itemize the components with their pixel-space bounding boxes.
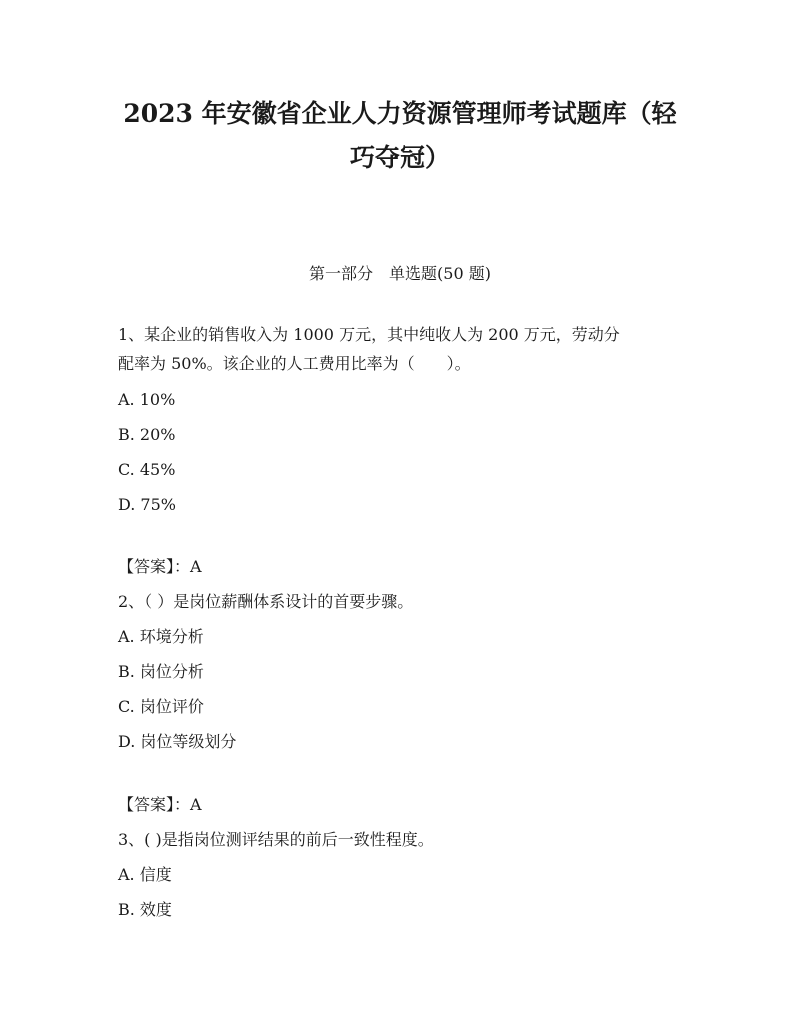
document-title-line-2: 巧夺冠） — [349, 143, 450, 172]
question-1-option-a: A. 10% — [118, 390, 176, 409]
question-3-option-a: A. 信度 — [118, 865, 172, 884]
question-2-answer: 【答案】：A — [118, 795, 202, 814]
question-3-option-b: B. 效度 — [118, 900, 172, 919]
section-heading: 第一部分 单选题(50 题) — [309, 264, 491, 283]
question-3-stem-line-1: 3、( )是指岗位测评结果的前后一致性程度。 — [118, 830, 434, 849]
question-2-option-c: C. 岗位评价 — [118, 697, 204, 716]
question-1-option-c: C. 45% — [118, 460, 176, 479]
question-1-stem-line-2: 配率为 50%。该企业的人工费用比率为（ ）。 — [118, 354, 471, 373]
question-1-stem-line-1: 1、某企业的销售收入为 1000 万元，其中纯收人为 200 万元，劳动分 — [118, 325, 620, 344]
question-1-option-d: D. 75% — [118, 495, 176, 514]
question-1-answer: 【答案】：A — [118, 557, 202, 576]
document-title-line-1: 2023 年安徽省企业人力资源管理师考试题库（轻 — [123, 99, 677, 128]
question-2-option-a: A. 环境分析 — [118, 627, 204, 646]
question-2-option-b: B. 岗位分析 — [118, 662, 204, 681]
question-1-option-b: B. 20% — [118, 425, 176, 444]
document-title — [100, 92, 700, 180]
question-2-option-d: D. 岗位等级划分 — [118, 732, 237, 751]
question-2-stem-line-1: 2、（ ）是岗位薪酬体系设计的首要步骤。 — [118, 592, 414, 611]
